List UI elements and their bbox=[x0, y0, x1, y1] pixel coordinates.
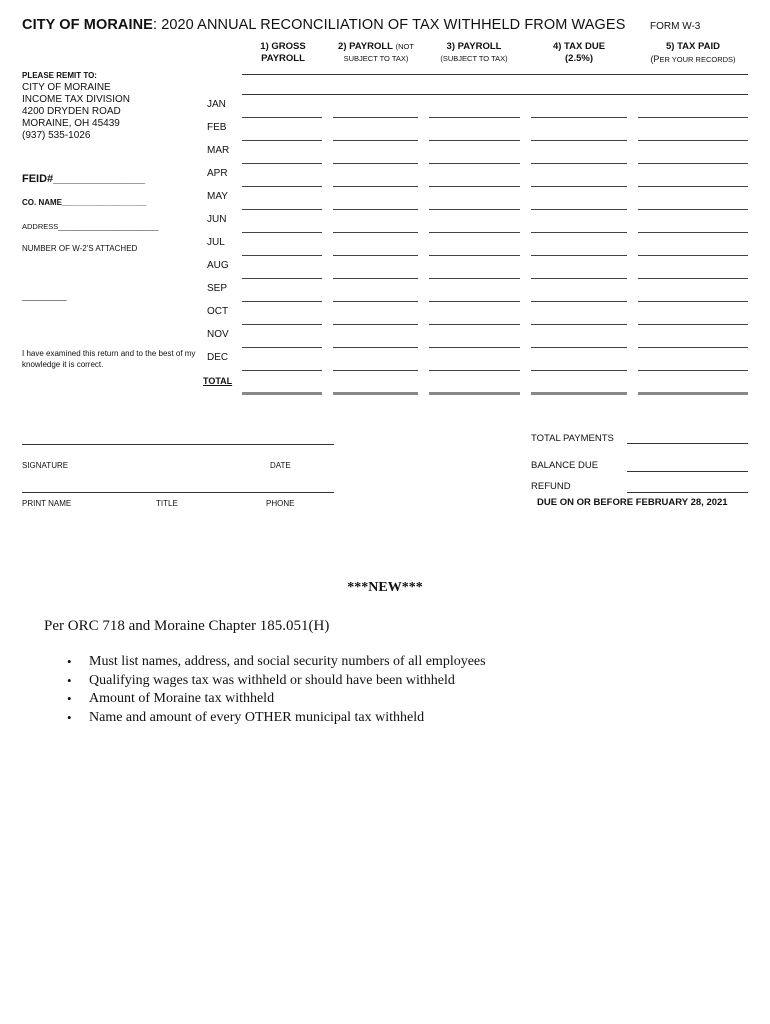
cell-total-tax-paid[interactable] bbox=[638, 392, 748, 395]
address-field[interactable]: ADDRESS________________________ bbox=[22, 222, 159, 231]
date-label: DATE bbox=[270, 461, 291, 470]
cell-dec-payroll-not-subject[interactable] bbox=[333, 370, 418, 371]
cell-oct-gross-payroll[interactable] bbox=[242, 324, 322, 325]
cell-oct-tax-paid[interactable] bbox=[638, 324, 748, 325]
cell-jan-gross-payroll[interactable] bbox=[242, 117, 322, 118]
cell-mar-tax-paid[interactable] bbox=[638, 163, 748, 164]
balance-due-field[interactable] bbox=[627, 471, 748, 472]
cell-feb-payroll-not-subject[interactable] bbox=[333, 140, 418, 141]
header-rule-bottom bbox=[242, 94, 748, 95]
list-item: • Name and amount of every OTHER municipal tax withheld bbox=[67, 709, 486, 728]
remit-line: INCOME TAX DIVISION bbox=[22, 94, 130, 105]
cell-jun-payroll-subject[interactable] bbox=[429, 232, 520, 233]
cell-jun-tax-paid[interactable] bbox=[638, 232, 748, 233]
total-label: TOTAL bbox=[203, 376, 233, 386]
cell-oct-payroll-not-subject[interactable] bbox=[333, 324, 418, 325]
cell-jan-payroll-not-subject[interactable] bbox=[333, 117, 418, 118]
remit-line: 4200 DRYDEN ROAD bbox=[22, 106, 121, 117]
signature-line[interactable] bbox=[22, 444, 334, 445]
month-may: MAY bbox=[207, 191, 228, 202]
cell-jul-tax-paid[interactable] bbox=[638, 255, 748, 256]
cell-sep-gross-payroll[interactable] bbox=[242, 301, 322, 302]
cell-jul-tax-due[interactable] bbox=[531, 255, 627, 256]
month-dec: DEC bbox=[207, 352, 229, 363]
list-item: • Qualifying wages tax was withheld or should have been withheld bbox=[67, 672, 486, 691]
cell-aug-gross-payroll[interactable] bbox=[242, 278, 322, 279]
cell-total-tax-due[interactable] bbox=[531, 392, 627, 395]
month-nov: NOV bbox=[207, 329, 229, 340]
column-header-payroll-not-subject: 2) PAYROLL (NOT SUBJECT TO TAX) bbox=[338, 41, 414, 63]
cell-apr-tax-due[interactable] bbox=[531, 186, 627, 187]
cell-may-tax-paid[interactable] bbox=[638, 209, 748, 210]
cell-total-payroll-not-subject[interactable] bbox=[333, 392, 418, 395]
new-notice-heading: ***NEW*** bbox=[347, 580, 423, 595]
cell-jan-tax-due[interactable] bbox=[531, 117, 627, 118]
cell-jan-payroll-subject[interactable] bbox=[429, 117, 520, 118]
attestation-text: I have examined this return and to the best of my knowledge it is correct. bbox=[22, 349, 196, 369]
cell-jan-tax-paid[interactable] bbox=[638, 117, 748, 118]
feid-field[interactable]: FEID#_______________ bbox=[22, 173, 145, 185]
column-header-payroll-subject: 3) PAYROLL (SUBJECT TO TAX) bbox=[440, 41, 508, 63]
cell-nov-tax-paid[interactable] bbox=[638, 347, 748, 348]
cell-may-tax-due[interactable] bbox=[531, 209, 627, 210]
month-mar: MAR bbox=[207, 145, 230, 156]
notice-intro: Per ORC 718 and Moraine Chapter 185.051(H) bbox=[44, 618, 330, 634]
cell-mar-payroll-subject[interactable] bbox=[429, 163, 520, 164]
month-aug: AUG bbox=[207, 260, 229, 271]
cell-sep-tax-paid[interactable] bbox=[638, 301, 748, 302]
cell-aug-payroll-not-subject[interactable] bbox=[333, 278, 418, 279]
cell-apr-gross-payroll[interactable] bbox=[242, 186, 322, 187]
cell-may-gross-payroll[interactable] bbox=[242, 209, 322, 210]
month-oct: OCT bbox=[207, 306, 229, 317]
cell-nov-gross-payroll[interactable] bbox=[242, 347, 322, 348]
cell-jun-gross-payroll[interactable] bbox=[242, 232, 322, 233]
remit-label: PLEASE REMIT TO: bbox=[22, 71, 97, 80]
month-feb: FEB bbox=[207, 122, 227, 133]
cell-total-payroll-subject[interactable] bbox=[429, 392, 520, 395]
cell-total-gross-payroll[interactable] bbox=[242, 392, 322, 395]
month-jul: JUL bbox=[207, 237, 225, 248]
notice-bullet-list bbox=[67, 653, 486, 727]
remit-address-block bbox=[22, 70, 130, 142]
cell-jul-payroll-subject[interactable] bbox=[429, 255, 520, 256]
cell-feb-tax-due[interactable] bbox=[531, 140, 627, 141]
cell-sep-tax-due[interactable] bbox=[531, 301, 627, 302]
cell-nov-tax-due[interactable] bbox=[531, 347, 627, 348]
cell-jun-tax-due[interactable] bbox=[531, 232, 627, 233]
cell-feb-gross-payroll[interactable] bbox=[242, 140, 322, 141]
list-item: • Must list names, address, and social security numbers of all employees bbox=[67, 653, 486, 672]
cell-feb-payroll-subject[interactable] bbox=[429, 140, 520, 141]
cell-nov-payroll-not-subject[interactable] bbox=[333, 347, 418, 348]
due-date-notice: DUE ON OR BEFORE FEBRUARY 28, 2021 bbox=[537, 497, 728, 508]
cell-apr-tax-paid[interactable] bbox=[638, 186, 748, 187]
w2-count-label: NUMBER OF W-2'S ATTACHED bbox=[22, 244, 138, 253]
list-item: • Amount of Moraine tax withheld bbox=[67, 690, 486, 709]
cell-sep-payroll-not-subject[interactable] bbox=[333, 301, 418, 302]
print-name-line[interactable] bbox=[22, 492, 334, 493]
month-jan: JAN bbox=[207, 99, 226, 110]
cell-dec-tax-paid[interactable] bbox=[638, 370, 748, 371]
cell-may-payroll-not-subject[interactable] bbox=[333, 209, 418, 210]
company-name-field[interactable]: CO. NAME___________________ bbox=[22, 198, 147, 207]
cell-dec-gross-payroll[interactable] bbox=[242, 370, 322, 371]
cell-dec-payroll-subject[interactable] bbox=[429, 370, 520, 371]
header-rule-top bbox=[242, 74, 748, 75]
refund-label: REFUND bbox=[531, 481, 571, 492]
cell-oct-tax-due[interactable] bbox=[531, 324, 627, 325]
cell-mar-tax-due[interactable] bbox=[531, 163, 627, 164]
cell-mar-gross-payroll[interactable] bbox=[242, 163, 322, 164]
refund-field[interactable] bbox=[627, 492, 748, 493]
cell-apr-payroll-subject[interactable] bbox=[429, 186, 520, 187]
cell-aug-payroll-subject[interactable] bbox=[429, 278, 520, 279]
total-payments-field[interactable] bbox=[627, 443, 748, 444]
print-name-label: PRINT NAME bbox=[22, 499, 72, 508]
phone-label: PHONE bbox=[266, 499, 295, 508]
signature-label: SIGNATURE bbox=[22, 461, 69, 470]
form-number: FORM W-3 bbox=[650, 21, 701, 32]
cell-aug-tax-due[interactable] bbox=[531, 278, 627, 279]
title-label: TITLE bbox=[156, 499, 178, 508]
cell-dec-tax-due[interactable] bbox=[531, 370, 627, 371]
cell-jun-payroll-not-subject[interactable] bbox=[333, 232, 418, 233]
cell-may-payroll-subject[interactable] bbox=[429, 209, 520, 210]
cell-jul-gross-payroll[interactable] bbox=[242, 255, 322, 256]
balance-due-label: BALANCE DUE bbox=[531, 460, 599, 471]
cell-apr-payroll-not-subject[interactable] bbox=[333, 186, 418, 187]
cell-nov-payroll-subject[interactable] bbox=[429, 347, 520, 348]
cell-feb-tax-paid[interactable] bbox=[638, 140, 748, 141]
total-payments-label: TOTAL PAYMENTS bbox=[531, 433, 614, 444]
w2-count-field[interactable]: __________ bbox=[22, 292, 67, 301]
column-header-gross-payroll: 1) GROSS PAYROLL bbox=[260, 41, 306, 64]
cell-mar-payroll-not-subject[interactable] bbox=[333, 163, 418, 164]
remit-line: (937) 535-1026 bbox=[22, 130, 91, 141]
cell-aug-tax-paid[interactable] bbox=[638, 278, 748, 279]
month-apr: APR bbox=[207, 168, 228, 179]
column-header-tax-due: 4) TAX DUE (2.5%) bbox=[552, 41, 606, 64]
month-jun: JUN bbox=[207, 214, 227, 225]
column-header-tax-paid: 5) TAX PAID (PER YOUR RECORDS) bbox=[650, 41, 736, 64]
remit-line: CITY OF MORAINE bbox=[22, 82, 111, 93]
month-sep: SEP bbox=[207, 283, 228, 294]
form-title: CITY OF MORAINE: 2020 ANNUAL RECONCILIATION OF TAX WITHHELD FROM WAGES bbox=[22, 17, 626, 33]
cell-oct-payroll-subject[interactable] bbox=[429, 324, 520, 325]
cell-sep-payroll-subject[interactable] bbox=[429, 301, 520, 302]
cell-jul-payroll-not-subject[interactable] bbox=[333, 255, 418, 256]
remit-line: MORAINE, OH 45439 bbox=[22, 118, 120, 129]
